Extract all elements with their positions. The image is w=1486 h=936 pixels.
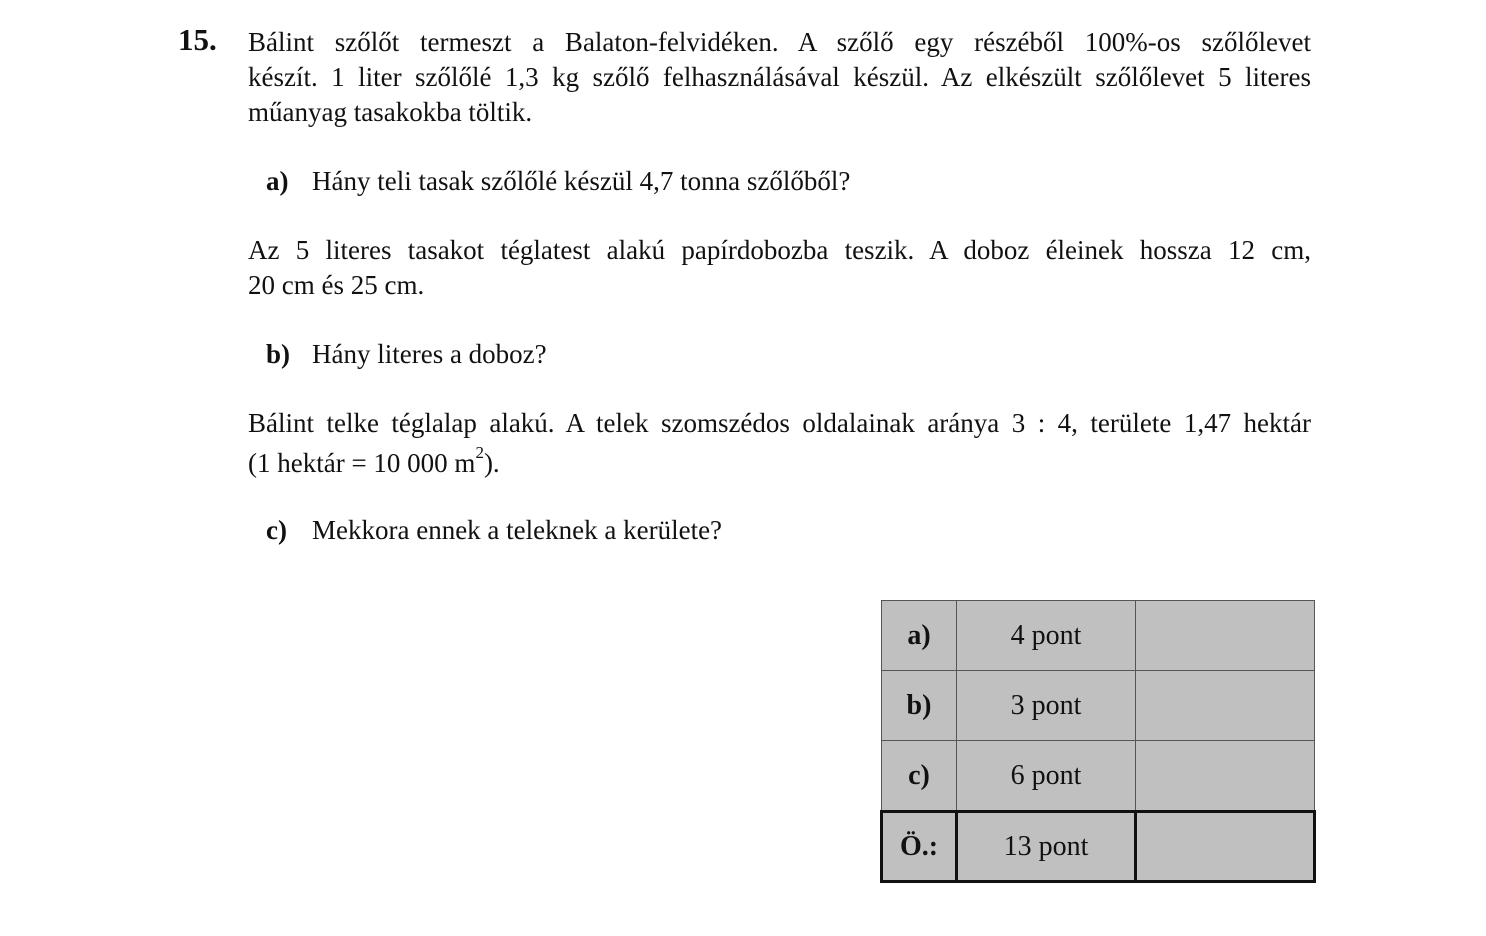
score-row-label: b) xyxy=(882,671,957,741)
question-c-text: Mekkora ennek a teleknek a kerülete? xyxy=(312,515,723,545)
score-row-c xyxy=(882,741,1315,812)
plot-info-line-1: Bálint telke téglalap alakú. A telek szomszédos oldalainak aránya 3 : 4, területe 1,47 hektár xyxy=(248,408,1311,438)
score-row-points: 6 pont xyxy=(957,741,1136,812)
question-b xyxy=(266,337,547,372)
plot-info-exponent: 2 xyxy=(475,443,484,462)
score-row-earned-cell[interactable] xyxy=(1136,741,1315,812)
question-b-text: Hány literes a doboz? xyxy=(312,339,547,369)
question-a xyxy=(266,164,850,199)
plot-info-line-2 xyxy=(248,443,1311,481)
score-row-a xyxy=(882,601,1315,671)
score-row-b xyxy=(882,671,1315,741)
score-total-earned-cell[interactable] xyxy=(1136,812,1315,882)
task-number: 15. xyxy=(178,22,217,57)
intro-line-1: Bálint szőlőt termeszt a Balaton-felvidéken. A szőlő egy részéből 100%-os szőlőlevet xyxy=(248,27,1311,57)
intro-paragraph xyxy=(248,25,1311,130)
intro-line-2: készít. 1 liter szőlőlé 1,3 kg szőlő felhasználásával készül. Az elkészült szőlőlevet 5 literes xyxy=(248,62,1311,92)
box-info-paragraph xyxy=(248,233,1311,303)
box-info-line-1: Az 5 literes tasakot téglatest alakú papírdobozba teszik. A doboz éleinek hossza 12 cm, xyxy=(248,235,1311,265)
plot-info-line-2-end: ). xyxy=(483,448,500,478)
score-row-total xyxy=(882,812,1315,882)
question-c xyxy=(266,513,722,548)
plot-info-line-2-main: (1 hektár = 10 000 m xyxy=(248,448,476,478)
intro-line-3: műanyag tasakokba töltik. xyxy=(248,97,533,127)
question-c-label: c) xyxy=(266,515,287,545)
score-row-earned-cell[interactable] xyxy=(1136,671,1315,741)
box-info-line-2: 20 cm és 25 cm. xyxy=(248,270,425,300)
score-total-points: 13 pont xyxy=(957,812,1136,882)
question-a-text: Hány teli tasak szőlőlé készül 4,7 tonna szőlőből? xyxy=(312,166,851,196)
score-row-label: a) xyxy=(882,601,957,671)
question-a-label: a) xyxy=(266,166,289,196)
score-row-points: 3 pont xyxy=(957,671,1136,741)
question-b-label: b) xyxy=(266,339,291,369)
score-row-points: 4 pont xyxy=(957,601,1136,671)
score-row-label: c) xyxy=(882,741,957,812)
score-table xyxy=(880,600,1316,883)
score-row-earned-cell[interactable] xyxy=(1136,601,1315,671)
score-total-label: Ö.: xyxy=(882,812,957,882)
plot-info-paragraph xyxy=(248,406,1311,481)
